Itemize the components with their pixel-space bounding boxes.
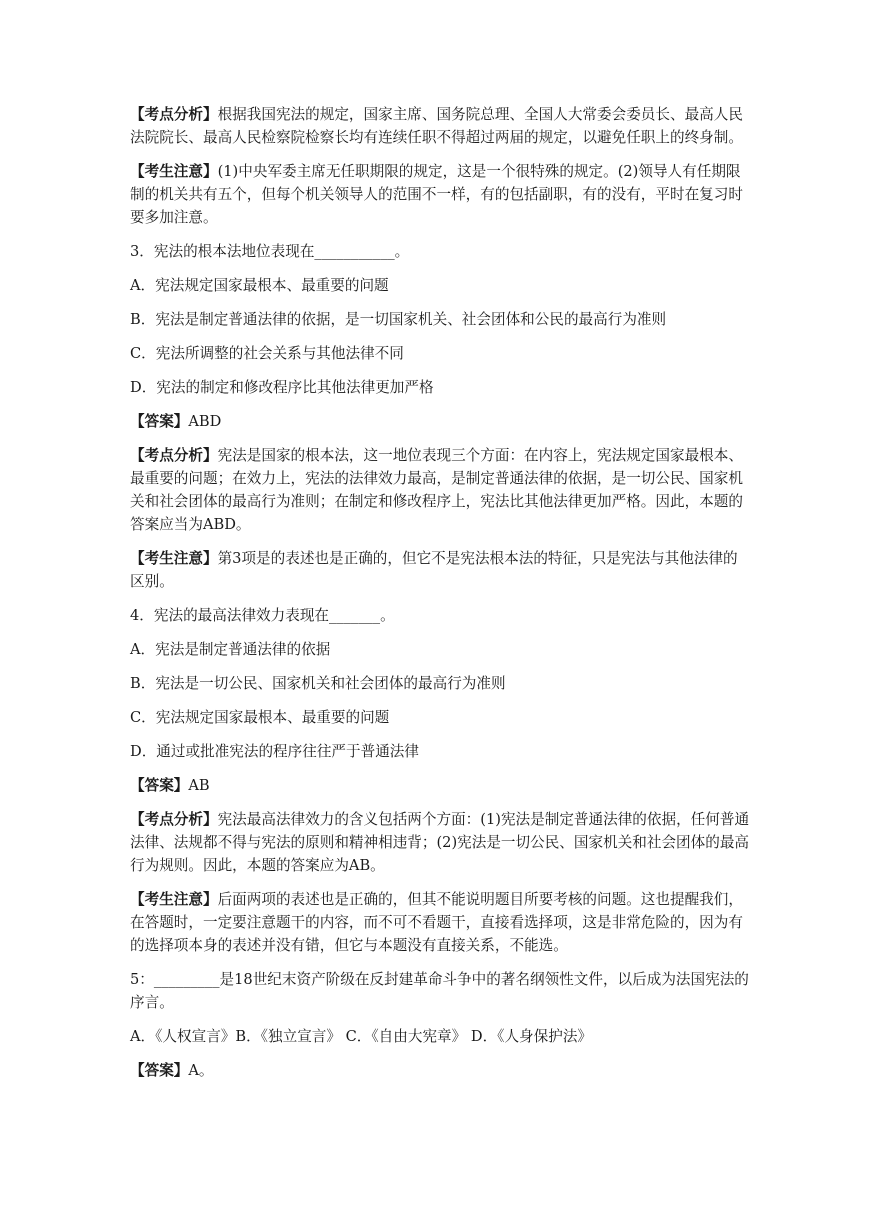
section-tag: 【考生注意】 [130, 891, 218, 908]
paragraph-text: B．宪法是制定普通法律的依据，是一切国家机关、社会团体和公民的最高行为准则 [130, 311, 667, 328]
paragraph-text: ABD [188, 413, 222, 430]
paragraph-text: D．宪法的制定和修改程序比其他法律更加严格 [130, 379, 434, 396]
question-paragraph [130, 638, 752, 661]
paragraph-text: C．宪法所调整的社会关系与其他法律不同 [130, 345, 404, 362]
section-tag: 【答案】 [130, 777, 189, 794]
paragraph-text: 3．宪法的根本法地位表现在___________。 [130, 243, 410, 260]
question-paragraph [130, 604, 752, 627]
section-tag: 【答案】 [130, 413, 189, 430]
paragraph-text: C．宪法规定国家最根本、最重要的问题 [130, 709, 390, 726]
annotated-paragraph [130, 160, 752, 229]
question-paragraph [130, 740, 752, 763]
question-paragraph [130, 274, 752, 297]
paragraph-text: A．宪法是制定普通法律的依据 [130, 641, 331, 658]
paragraph-text: D．通过或批准宪法的程序往往严于普通法律 [130, 743, 419, 760]
paragraph-text: 宪法是国家的根本法，这一地位表现三个方面：在内容上，宪法规定国家最根本、最重要的问题；在效力上，宪法的法律效力最高，是制定普通法律的依据，是一切公民、国家机关和社会团体的最高行为准则；在制定和修改程序上，宪法比其他法律更加严格。因此，本题的答案应当为ABD。 [130, 447, 743, 533]
paragraph-text: A。 [188, 1062, 214, 1079]
question-paragraph [130, 672, 752, 695]
question-paragraph [130, 308, 752, 331]
paragraph-text: AB [188, 777, 210, 794]
question-paragraph [130, 706, 752, 729]
question-paragraph [130, 342, 752, 365]
section-tag: 【考点分析】 [130, 811, 218, 828]
annotated-paragraph [130, 808, 752, 877]
annotated-paragraph [130, 410, 752, 433]
document-body [130, 103, 752, 1093]
paragraph-text: 第3项是的表述也是正确的，但它不是宪法根本法的特征，只是宪法与其他法律的区别。 [130, 550, 738, 590]
annotated-paragraph [130, 888, 752, 957]
question-paragraph [130, 240, 752, 263]
paragraph-text: (1)中央军委主席无任职期限的规定，这是一个很特殊的规定。(2)领导人有任期限制的机关共有五个，但每个机关领导人的范围不一样，有的包括副职，有的没有，平时在复习时要多加注意。 [130, 163, 743, 226]
paragraph-text: B．宪法是一切公民、国家机关和社会团体的最高行为准则 [130, 675, 506, 692]
section-tag: 【考生注意】 [130, 163, 218, 180]
paragraph-text: 后面两项的表述也是正确的，但其不能说明题目所要考核的问题。这也提醒我们，在答题时，一定要注意题干的内容，而不可不看题干，直接看选择项，这是非常危险的，因为有的选择项本身的表述并没有错，但它与本题没有直接关系，不能选。 [130, 891, 743, 954]
question-paragraph [130, 1025, 752, 1048]
annotated-paragraph [130, 1059, 752, 1082]
paragraph-text: A．宪法规定国家最根本、最重要的问题 [130, 277, 389, 294]
paragraph-text: A．《人权宣言》B．《独立宣言》 C．《自由大宪章》 D．《人身保护法》 [130, 1028, 593, 1045]
paragraph-text: 宪法最高法律效力的含义包括两个方面：(1)宪法是制定普通法律的依据，任何普通法律、法规都不得与宪法的原则和精神相违背；(2)宪法是一切公民、国家机关和社会团体的最高行为规则。因此，本题的答案应为AB。 [130, 811, 750, 874]
question-paragraph [130, 376, 752, 399]
paragraph-text: 根据我国宪法的规定，国家主席、国务院总理、全国人大常委会委员长、最高人民法院院长、最高人民检察院检察长均有连续任职不得超过两届的规定，以避免任职上的终身制。 [130, 106, 743, 146]
annotated-paragraph [130, 547, 752, 593]
section-tag: 【考点分析】 [130, 106, 218, 123]
annotated-paragraph [130, 774, 752, 797]
section-tag: 【考点分析】 [130, 447, 218, 464]
annotated-paragraph [130, 103, 752, 149]
question-paragraph [130, 968, 752, 1014]
paragraph-text: 5：_________是18世纪末资产阶级在反封建革命斗争中的著名纲领性文件，以后成为法国宪法的序言。 [130, 971, 749, 1011]
annotated-paragraph [130, 444, 752, 536]
section-tag: 【考生注意】 [130, 550, 218, 567]
section-tag: 【答案】 [130, 1062, 189, 1079]
paragraph-text: 4．宪法的最高法律效力表现在_______。 [130, 607, 395, 624]
